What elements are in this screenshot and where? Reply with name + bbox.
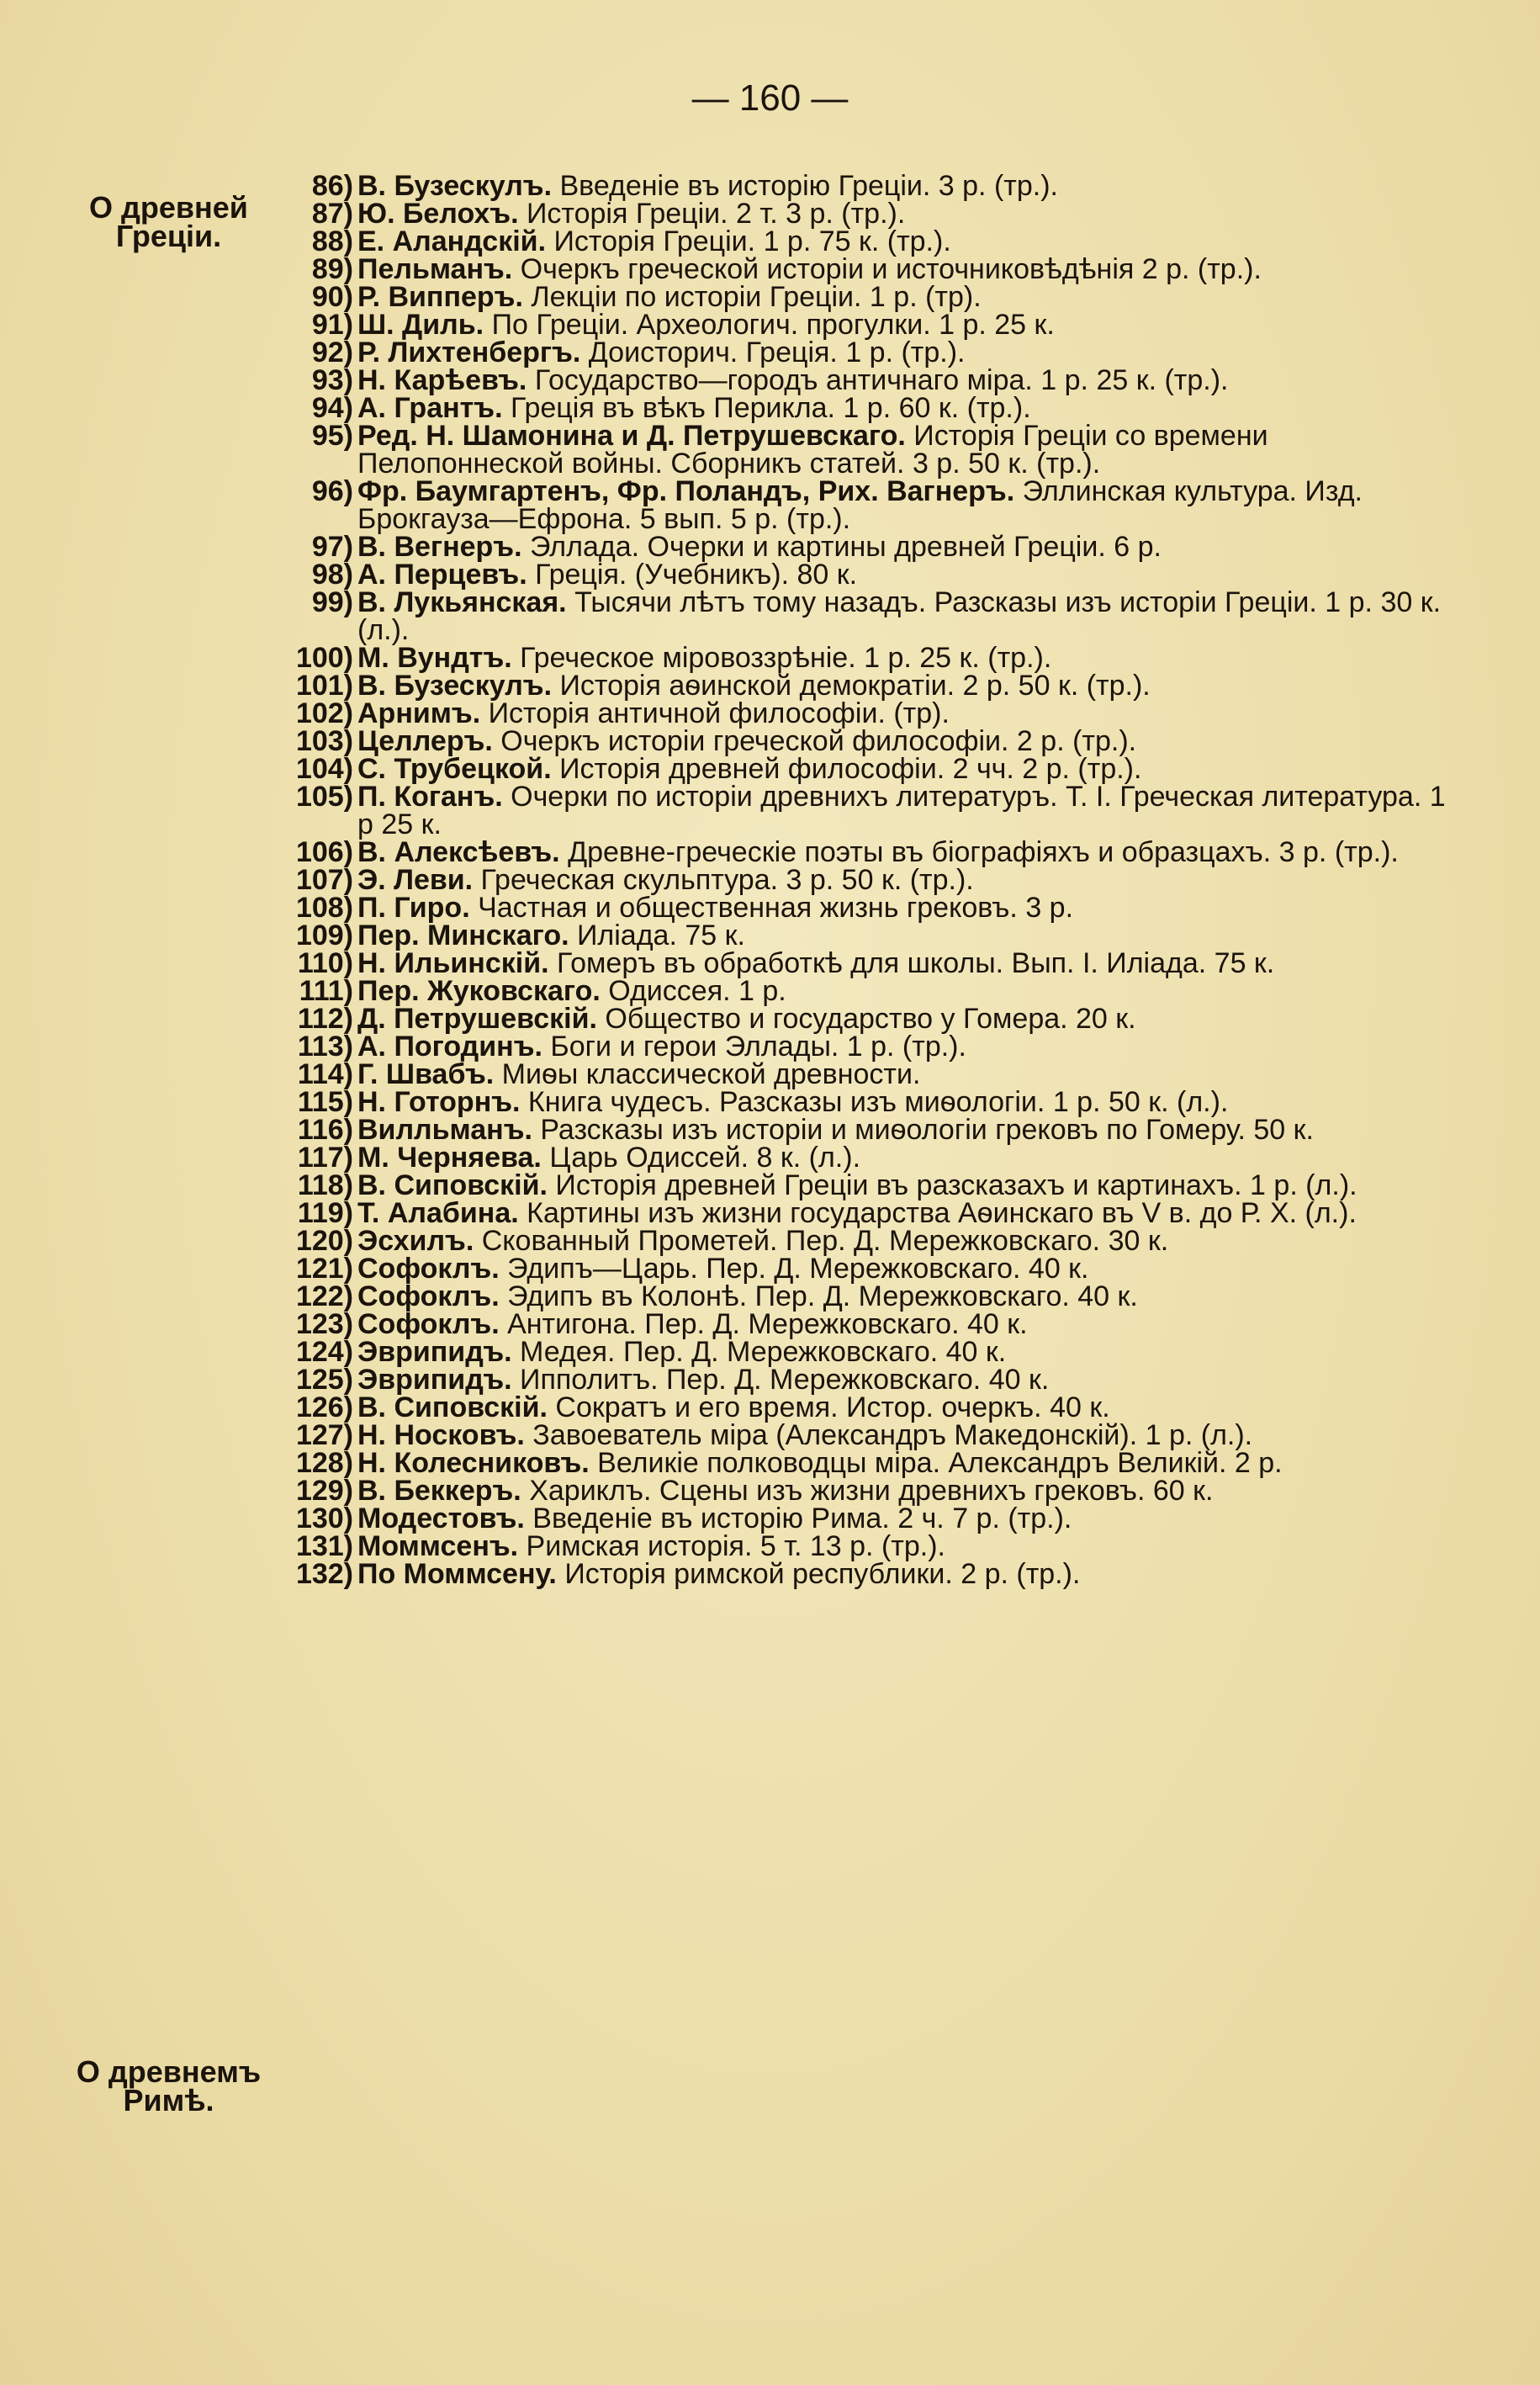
entry-title: Исторія античной философіи. (тр). [480,697,950,729]
entry-title: Великіе полководцы міра. Александръ Великій. 2 р. [589,1447,1283,1479]
entry-author: Р. Лихтенбергъ. [357,337,581,368]
entry-number: 123) [295,1308,353,1340]
entry-title: Скованный Прометей. Пер. Д. Мережковскаго. 30 к. [474,1225,1169,1257]
entry-title: Исторія Греціи. 2 т. 3 р. (тр.). [518,198,906,230]
entry-title: Греція. (Учебникъ). 80 к. [527,559,858,591]
entry-title: Антигона. Пер. Д. Мережковскаго. 40 к. [499,1308,1028,1340]
entry-number: 127) [295,1419,353,1451]
entry-title: Очерки по исторіи древнихъ литературъ. Т. I. Греческая литература. 1 р 25 к. [357,781,1446,840]
list-item [252,1530,1463,1562]
entry-number: 113) [297,1031,353,1063]
entry-number: 108) [295,892,353,924]
entry-number: 88) [311,225,353,257]
entry-title: Исторія древней Греціи въ разсказахъ и картинахъ. 1 р. (л.). [547,1169,1357,1201]
list-item [252,1505,1463,1533]
list-item [252,1308,1463,1340]
list-item [252,1116,1463,1144]
list-item [252,1197,1463,1229]
entry-author: Эсхилъ. [357,1225,474,1257]
entry-number: 115) [297,1086,353,1118]
entry-title: Греческая скульптура. 3 р. 50 к. (тр.). [473,864,974,896]
list-item [252,1227,1463,1255]
list-item [252,1419,1463,1451]
entry-title: Ипполитъ. Пер. Д. Мережковскаго. 40 к. [511,1364,1050,1396]
list-item [252,281,1463,313]
entry-number: 86) [311,170,353,202]
entry-author: Н. Колесниковъ. [357,1447,590,1479]
entry-number: 129) [295,1475,353,1507]
entry-author: Вилльманъ. [357,1114,532,1146]
entry-number: 95) [311,420,353,452]
list-item [252,1447,1463,1479]
entry-author: В. Бузескулъ. [357,670,553,702]
entry-number: 105) [295,781,353,813]
entry-title: Эллада. Очерки и картины древней Греціи. 6 р. [521,531,1162,563]
entry-author: В. Алексѣевъ. [357,836,560,868]
margin-note-rome: О древнемъ Римѣ. [76,2054,262,2117]
entry-title: Частная и общественная жизнь грековъ. 3 р. [469,892,1074,924]
entry-author: Софоклъ. [357,1253,500,1285]
entry-title: По Греціи. Археологич. прогулки. 1 р. 25 к. [484,309,1055,341]
entry-author: Арнимъ. [357,697,481,729]
entry-author: Ю. Белохъ. [357,198,519,230]
list-item [252,475,1463,535]
entry-author: М. Вундтъ. [357,642,512,674]
entry-number: 114) [297,1058,353,1090]
entry-number: 130) [295,1503,353,1534]
entry-number: 118) [297,1169,353,1201]
entry-author: Эврипидъ. [357,1364,512,1396]
entry-number: 119) [297,1197,353,1229]
entry-title: Медея. Пер. Д. Мережковскаго. 40 к. [511,1336,1007,1368]
entry-author: Г. Швабъ. [357,1058,495,1090]
entry-author: В. Лукьянская. [357,586,567,618]
entry-title: Римская исторія. 5 т. 13 р. (тр.). [518,1530,945,1562]
entry-author: Р. Випперъ. [357,281,523,313]
list-item [252,225,1463,257]
entry-title: Хариклъ. Сцены изъ жизни древнихъ грековъ. 60 к. [521,1475,1214,1507]
list-item [252,1558,1463,1590]
list-item [252,864,1463,896]
bibliography-list [252,172,1463,1588]
entry-number: 116) [297,1114,353,1146]
entry-number: 131) [295,1530,353,1562]
list-item [252,947,1463,979]
list-item [252,644,1463,672]
entry-number: 99) [311,586,353,618]
entry-title: Исторія Греціи со времени Пелопоннеской войны. Сборникъ статей. 3 р. 50 к. (тр.). [357,420,1268,480]
list-item [252,339,1463,367]
entry-number: 107) [295,864,353,896]
entry-author: Н. Карѣевъ. [357,364,527,396]
list-item [252,392,1463,424]
entry-author: Д. Петрушевскій. [357,1003,597,1035]
list-item [252,364,1463,396]
entry-title: Очеркъ греческой исторіи и источниковѣдѣнія 2 р. (тр.). [512,253,1262,285]
list-item [252,200,1463,228]
entry-number: 121) [295,1253,353,1285]
entry-number: 112) [297,1003,353,1035]
list-item [252,561,1463,589]
entry-author: Пер. Жуковскаго. [357,975,601,1007]
entry-author: П. Гиро. [357,892,470,924]
list-item [252,586,1463,646]
entry-title: Иліада. 75 к. [569,920,745,951]
entry-number: 98) [311,559,353,591]
entry-number: 109) [295,920,353,951]
entry-number: 93) [311,364,353,396]
entry-title: Эллинская культура. Изд. Брокгауза—Ефрона. 5 вып. 5 р. (тр.). [357,475,1363,535]
entry-author: Н. Носковъ. [357,1419,525,1451]
entry-title: Древне-греческіе поэты въ біографіяхъ и образцахъ. 3 р. (тр.). [559,836,1399,868]
entry-title: Лекціи по исторіи Греціи. 1 р. (тр). [522,281,982,313]
entry-number: 122) [295,1280,353,1312]
entry-author: Пер. Минскаго. [357,920,569,951]
list-item [252,672,1463,700]
entry-author: Э. Леви. [357,864,474,896]
entry-number: 126) [295,1391,353,1423]
entry-title: Греція въ вѣкъ Перикла. 1 р. 60 к. (тр.). [502,392,1031,424]
entry-title: Доисторич. Греція. 1 р. (тр.). [580,337,966,368]
entry-author: Целлеръ. [357,725,493,757]
entry-author: Н. Готорнъ. [357,1086,521,1118]
entry-title: Тысячи лѣтъ тому назадъ. Разсказы изъ исторіи Греціи. 1 р. 30 к. (л.). [357,586,1442,646]
entry-number: 91) [311,309,353,341]
entry-number: 125) [295,1364,353,1396]
entry-author: Н. Ильинскій. [357,947,549,979]
entry-author: А. Перцевъ. [357,559,527,591]
list-item [252,1086,1463,1118]
entry-number: 110) [297,947,353,979]
entry-author: Пельманъ. [357,253,513,285]
list-item [252,725,1463,757]
entry-number: 128) [295,1447,353,1479]
list-item [252,1169,1463,1201]
list-item [252,1366,1463,1394]
entry-author: П. Коганъ. [357,781,503,813]
list-item [252,1005,1463,1033]
entry-author: М. Черняева. [357,1142,542,1174]
entry-title: Одиссея. 1 р. [600,975,786,1007]
entry-author: Т. Алабина. [357,1197,519,1229]
entry-title: Исторія римской республики. 2 р. (тр.). [556,1558,1081,1590]
entry-number: 120) [295,1225,353,1257]
entry-author: Софоклъ. [357,1308,500,1340]
entry-number: 96) [311,475,353,507]
entry-title: Разсказы изъ исторіи и миѳологіи грековъ по Гомеру. 50 к. [532,1114,1314,1146]
list-item [252,1255,1463,1283]
entry-author: Ш. Диль. [357,309,484,341]
entry-author: По Моммсену. [357,1558,557,1590]
entry-title: Гомеръ въ обработкѣ для школы. Вып. I. Иліада. 75 к. [548,947,1275,979]
entry-title: Исторія аѳинской демократіи. 2 р. 50 к. (тр.). [552,670,1151,702]
entry-number: 124) [295,1336,353,1368]
entry-author: В. Бузескулъ. [357,170,553,202]
entry-title: Очеркъ исторіи греческой философіи. 2 р. (тр.). [492,725,1137,757]
entry-number: 103) [295,725,353,757]
entry-author: Эврипидъ. [357,1336,512,1368]
list-item [252,894,1463,922]
entry-number: 94) [311,392,353,424]
entry-title: Миѳы классической древности. [494,1058,921,1090]
list-item [252,1338,1463,1366]
list-item [252,1144,1463,1172]
list-item [252,422,1463,478]
entry-title: Введеніе въ исторію Рима. 2 ч. 7 р. (тр.). [524,1503,1072,1534]
entry-title: Царь Одиссей. 8 к. (л.). [541,1142,861,1174]
entry-author: С. Трубецкой. [357,753,552,785]
entry-title: Сократъ и его время. Истор. очеркъ. 40 к. [547,1391,1110,1423]
entry-number: 97) [311,531,353,563]
entry-title: Эдипъ въ Колонѣ. Пер. Д. Мережковскаго. 40 к. [499,1280,1138,1312]
entry-number: 132) [295,1558,353,1590]
list-item [252,755,1463,783]
entry-author: В. Вегнеръ. [357,531,522,563]
entry-number: 101) [295,670,353,702]
entry-number: 104) [295,753,353,785]
entry-title: Введеніе въ исторію Греціи. 3 р. (тр.). [552,170,1058,202]
entry-number: 87) [311,198,353,230]
entry-title: Общество и государство у Гомера. 20 к. [596,1003,1136,1035]
list-item [252,922,1463,950]
entry-author: Моммсенъ. [357,1530,519,1562]
list-item [252,1280,1463,1312]
entry-title: Греческое міровоззрѣніе. 1 р. 25 к. (тр.). [511,642,1052,674]
entry-title: Исторія древней философіи. 2 чч. 2 р. (тр.). [551,753,1142,785]
list-item [252,253,1463,285]
entry-title: Исторія Греціи. 1 р. 75 к. (тр.). [546,225,951,257]
list-item [252,533,1463,561]
list-item [252,311,1463,339]
entry-title: Картины изъ жизни государства Аѳинскаго въ V в. до Р. Х. (л.). [518,1197,1357,1229]
list-item [252,1477,1463,1505]
list-item [252,836,1463,868]
entry-title: Государство—городъ античнаго міра. 1 р. 25 к. (тр.). [527,364,1229,396]
entry-title: Эдипъ—Царь. Пер. Д. Мережковскаго. 40 к. [499,1253,1089,1285]
entry-author: Ред. Н. Шамонина и Д. Петрушевскаго. [357,420,906,452]
entry-number: 92) [311,337,353,368]
margin-note-greece: О древней Греціи. [89,190,248,253]
entry-number: 102) [295,697,353,729]
entry-title: Боги и герои Эллады. 1 р. (тр.). [542,1031,966,1063]
entry-number: 106) [295,836,353,868]
entry-author: А. Грантъ. [357,392,503,424]
entry-number: 117) [297,1142,353,1174]
entry-number: 89) [311,253,353,285]
list-item [252,697,1463,729]
entry-author: В. Беккеръ. [357,1475,521,1507]
entry-author: В. Сиповскій. [357,1169,548,1201]
entry-author: Модестовъ. [357,1503,525,1534]
list-item [252,1033,1463,1061]
list-item [252,1391,1463,1423]
entry-number: 90) [311,281,353,313]
entry-author: В. Сиповскій. [357,1391,548,1423]
entry-author: Фр. Баумгартенъ, Фр. Поландъ, Рих. Вагнеръ. [357,475,1015,507]
list-item [252,975,1463,1007]
entry-number: 100) [295,642,353,674]
entry-author: Софоклъ. [357,1280,500,1312]
entry-title: Завоеватель міра (Александръ Македонскій). 1 р. (л.). [524,1419,1253,1451]
list-item [252,172,1463,200]
entry-author: А. Погодинъ. [357,1031,542,1063]
page-number: — 160 — [691,77,849,119]
entry-author: Е. Аландскій. [357,225,547,257]
list-item [252,783,1463,839]
entry-title: Книга чудесъ. Разсказы изъ миѳологіи. 1 р. 50 к. (л.). [520,1086,1229,1118]
entry-number: 111) [299,975,353,1007]
list-item [252,1058,1463,1090]
